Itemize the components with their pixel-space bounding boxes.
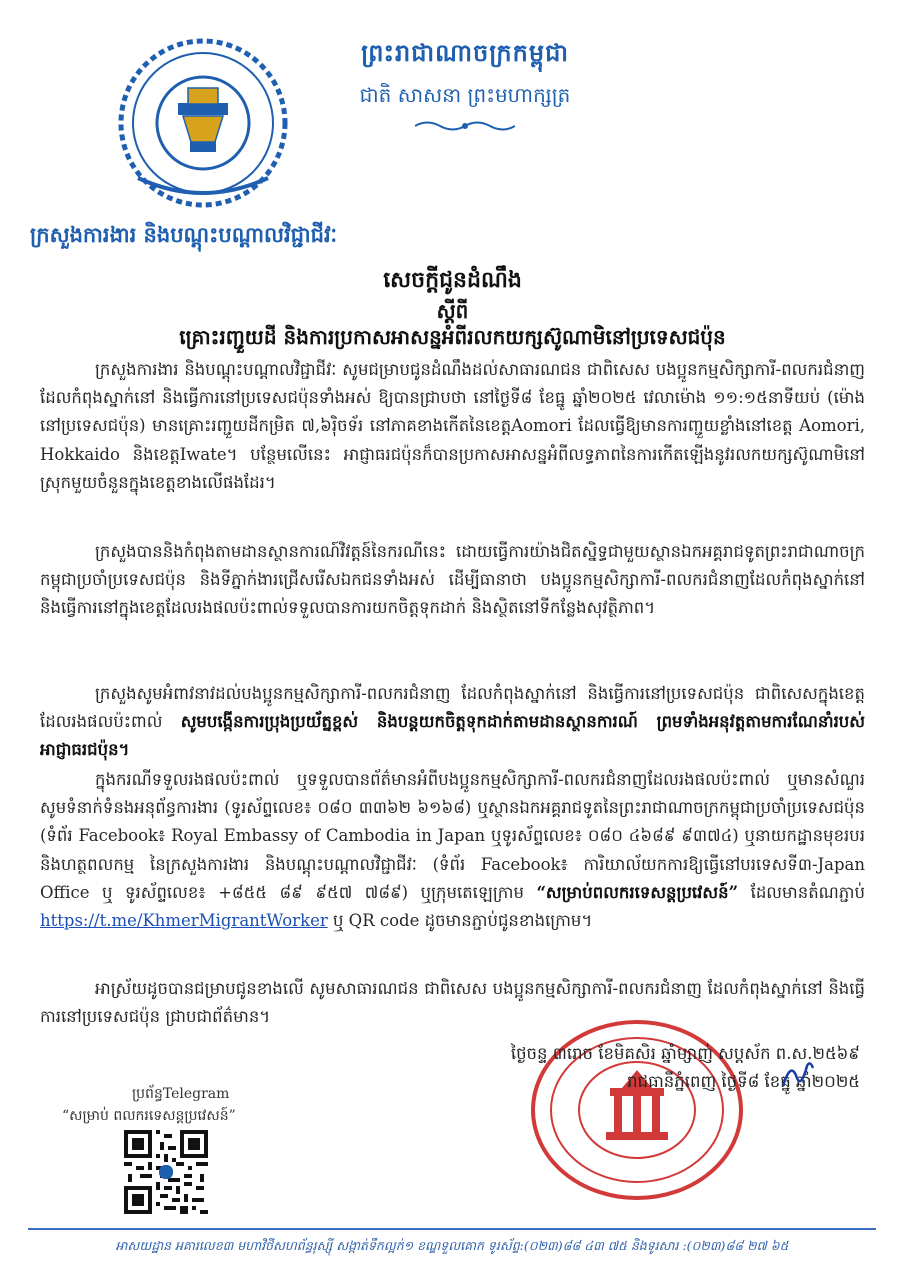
telegram-link[interactable]: https://t.me/KhmerMigrantWorker (40, 911, 328, 931)
kingdom-title: ព្រះរាជាណាចក្រកម្ពុជា (361, 38, 569, 67)
notice-subject: គ្រោះរញ្ជួយដី និងការប្រកាសអាសន្នអំពីរលកយក្សស៊ូណាមិនៅប្រទេសជប៉ុន (179, 325, 726, 349)
paragraph-2 (40, 538, 865, 623)
paragraph-3-emphasis: សូមបង្កើនការប្រុងប្រយ័ត្នខ្ពស់ និងបន្តយកចិត្តទុកដាក់តាមដានស្ថានការណ៍ ព្រមទាំងអនុវត្តតាមការណែនាំរបស់អាជ្ញាធរជប៉ុន។ (40, 712, 865, 760)
footer-divider (28, 1228, 876, 1230)
paragraph-1 (40, 356, 865, 497)
paragraph-3-text: ក្រសួងសូមអំពាវនាវដល់បងប្អូនកម្មសិក្សាការី-ពលករជំនាញ ដែលកំពុងស្នាក់នៅ និងធ្វើការនៅប្រទេសជប៉ុន ជាពិសេសក្នុងខេត្តដែលរងផលប៉ះពាល់ (40, 684, 865, 732)
telegram-group-name: “សម្រាប់ពលករទេសន្តប្រវេសន៍” (536, 882, 739, 902)
paragraph-4-end: ឬ QR code ដូចមានភ្ជាប់ជូនខាងក្រោម។ (327, 911, 593, 931)
lunar-date: ថ្ងៃចន្ទ ៣រោច ខែមិគសិរ ឆ្នាំម្សាញ់ សប្តស័ក ព.ស.២៥៦៩ (510, 1044, 860, 1063)
paragraph-4-link-intro: ដែលមានតំណភ្ជាប់ (738, 882, 865, 902)
telegram-group-caption: “សម្រាប់ ពលករទេសន្តប្រវេសន៍” (62, 1108, 236, 1124)
paragraph-4-text: ក្នុងករណីទទួលរងផលប៉ះពាល់ ឬទទួលបានព័ត៌មានអំពីបងប្អូនកម្មសិក្សាការី-ពលករជំនាញដែលរងផលប៉ះពាល់ ឬមានសំណួរ សូមទំនាក់ទំនងអនុព័ន្ធការងារ (ទូរស័ព្ទលេខ៖ ០៨០ ៣៣៦២ ៦១៦៨) ឬស្ថានឯកអគ្គរាជទូតនៃព្រះរាជាណាចក្រកម្ពុជាប្រចាំប្រទេសជប៉ុន (ទំព័រ Facebook៖ Royal Embassy of Cambodia in Japan ឬទូរស័ព្ទលេខ៖ ០៨០ ៤៦៨៩ ៩៣៧៤) ឬនាយកដ្ឋានមុខរបរ និងហត្ថពលកម្ម នៃក្រសួងការងារ និងបណ្តុះបណ្តាលវិជ្ជាជីវៈ (ទំព័រ Facebook៖ ការិយាល័យកការឱ្យធ្វើនៅបរទេសទី៣-Japan Office ឬ ទូរស័ព្ទលេខ៖ +៨៥៥ ៨៩ ៩៥៧ ៧៨៩) ឬក្រុមតេឡេក្រាម (40, 770, 865, 902)
paragraph-3 (40, 680, 865, 765)
ministry-logo (118, 38, 288, 208)
notice-title: សេចក្តីជូនដំណឹង (383, 267, 522, 293)
qr-code[interactable] (124, 1130, 208, 1214)
notice-subject-label: ស្តីពី (436, 299, 469, 323)
signature (778, 1058, 818, 1092)
telegram-label: ប្រព័ន្ធTelegram (132, 1086, 230, 1102)
national-motto: ជាតិ សាសនា ព្រះមហាក្សត្រ (359, 83, 571, 107)
paragraph-4 (40, 766, 865, 935)
paragraph-2-text: ក្រសួងបាននិងកំពុងតាមដានស្ថានការណ៍វិវត្តន៍នៃករណីនេះ ដោយធ្វើការយ៉ាងជិតស្និទ្ធជាមួយស្ថានឯកអគ្គរាជទូតព្រះរាជាណាចក្រកម្ពុជាប្រចាំប្រទេសជប៉ុន និងទីភ្នាក់ងារជ្រើសរើសឯកជនទាំងអស់ ដើម្បីធានាថា បងប្អូនកម្មសិក្សាការី-ពលករជំនាញដែលកំពុងស្នាក់នៅ និងធ្វើការនៅក្នុងខេត្តដែលរងផលប៉ះពាល់ទទួលបានការយកចិត្តទុកដាក់ និងស្ថិតនៅទីកន្លែងសុវត្ថិភាព។ (40, 542, 865, 618)
paragraph-5-text: អាស្រ័យដូចបានជម្រាបជូនខាងលើ សូមសាធារណជន ជាពិសេស បងប្អូនកម្មសិក្សាការី-ពលករជំនាញ ដែលកំពុងស្នាក់នៅ និងធ្វើការនៅប្រទេសជប៉ុន ជ្រាបជាព័ត៌មាន។ (40, 979, 865, 1027)
solar-date: រាជធានីភ្នំពេញ ថ្ងៃទី៨ ខែធ្នូ ឆ្នាំ២០២៥ (627, 1072, 860, 1091)
ornament-divider (415, 118, 515, 132)
paragraph-1-text: ក្រសួងការងារ និងបណ្តុះបណ្តាលវិជ្ជាជីវៈ សូមជម្រាបជូនដំណឹងដល់សាធារណជន ជាពិសេស បងប្អូនកម្មសិក្សាការី-ពលករជំនាញដែលកំពុងស្នាក់នៅ និងធ្វើការនៅប្រទេសជប៉ុនទាំងអស់ ឱ្យបានជ្រាបថា នៅថ្ងៃទី៨ ខែធ្នូ ឆ្នាំ២០២៥ វេលាម៉ោង ១១:១៥នាទីយប់ (ម៉ោងនៅប្រទេសជប៉ុន) មានគ្រោះរញ្ជួយដីកម្រិត ៧,៦រ៉ិចទ័រ នៅភាគខាងកើតនៃខេត្តAomori ដែលធ្វើឱ្យមានការញ្ជួយខ្លាំងនៅខេត្ត Aomori, Hokkaido និងខេត្តIwate។ បន្ថែមលើនេះ អាជ្ញាធរជប៉ុនក៏បានប្រកាសអាសន្នអំពីលទ្ធភាពនៃការកើតឡើងនូវរលកយក្សស៊ូណាមិនៅស្រុកមួយចំនួនក្នុងខេត្តខាងលើផងដែរ។ (40, 360, 865, 492)
ministry-name: ក្រសួងការងារ និងបណ្តុះបណ្តាលវិជ្ជាជីវៈ (30, 222, 338, 247)
footer-address: អាសយដ្ឋាន អគារលេខ៣ មហាវិថីសហព័ន្ធរុស្ស៊ី សង្កាត់ទឹកល្អក់១ ខណ្ឌទួលគោក ទូរស័ព្ទ:(០២៣)៨៨ ៤៣ ៧៥ និងទូរសារ :(០២៣)៨៨ ២៧ ៦៥ (115, 1238, 789, 1253)
